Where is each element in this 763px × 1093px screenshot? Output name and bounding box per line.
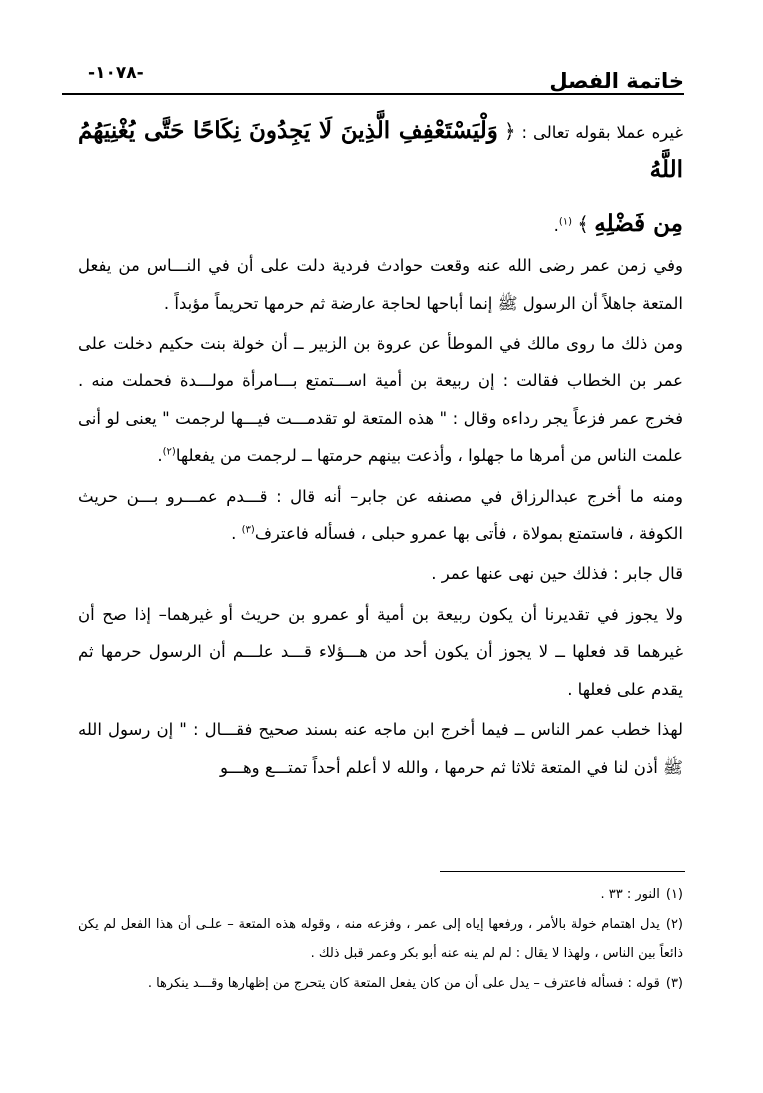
footnote-ref-3: (٣) <box>241 524 255 536</box>
verse-open-bracket: ﴿ <box>503 119 516 143</box>
paragraph <box>78 711 683 786</box>
footnote <box>78 969 683 999</box>
paragraph-text: ولا يجوز في تقديرنا أن يكون ربيعة بن أمية أو عمرو بن حريث أو غيرهما– إذا صح أن غيرهما قد فعلها ــ لا يجوز أن يكون أحد من هـــؤلاء قـــد علـــم أن الرسول حرمها ثم يقدم على فعلها . <box>78 604 683 699</box>
verse-intro: غيره عملا بقوله تعالى : <box>521 123 683 142</box>
paragraph <box>78 325 683 475</box>
footnote <box>78 880 683 910</box>
footnote-number: (١) <box>665 887 683 902</box>
verse-line-2-wrap <box>78 191 683 244</box>
paragraph-text: قال جابر : فذلك حين نهى عنها عمر . <box>431 564 683 584</box>
footnote <box>78 910 683 969</box>
footnote-text: النور : ٣٣ . <box>600 887 660 902</box>
chapter-title: خاتمة الفصل <box>549 69 684 93</box>
paragraph <box>78 596 683 708</box>
footnote-number: (٢) <box>665 916 683 932</box>
footnote-divider <box>440 871 685 872</box>
footnote-text: يدل اهتمام خولة بالأمر ، ورفعها إياه إلى عمر ، وفزعه منه ، وقوله هذه المتعة – علـى أن هذا الفعل لم يكن ذائعاً بين الناس ، ولهذا لا يقال : لم لم ينه عنه أبو بكر وعمر قبل ذلك . <box>78 916 683 961</box>
paragraph-text: وفي زمن عمر رضى الله عنه وقعت حوادث فردية دلت على أن في النـــاس من يفعل المتعة جاهلاً أن الرسول ﷺ إنما أباحها لحاجة عارضة ثم حرمها تحريماً مؤبداً . <box>78 256 683 313</box>
footnote-number: (٣) <box>665 975 683 991</box>
paragraph-text: لهذا خطب عمر الناس ــ فيما أخرج ابن ماجه عنه بسند صحيح فقـــال : " إن رسول الله ﷺ أذن لنا في المتعة ثلاثا ثم حرمها ، والله لا أعلم أحداً تمتـــع وهـــو <box>78 720 683 777</box>
footnotes <box>78 880 683 998</box>
footnote-text: قوله : فسأله فاعترف – يدل على أن من كان يفعل المتعة كان يتحرج من إظهارها وقـــد ينكرها . <box>147 975 660 991</box>
paragraph-text: ومنه ما أخرج عبدالرزاق في مصنفه عن جابر– أنه قال : قـــدم عمـــرو بـــن حريث الكوفة ، فاستمتع بمولاة ، فأتى بها عمرو حبلى ، فسأله فاعترف <box>78 486 683 544</box>
footnote-ref-2: (٢) <box>162 446 176 458</box>
paragraph <box>78 478 683 553</box>
quran-verse-line-2: مِن فَضْلِهِ <box>594 209 683 237</box>
verse-end: . <box>553 215 559 235</box>
paragraph <box>78 555 683 592</box>
verse-paragraph <box>78 112 683 244</box>
main-text <box>78 112 683 786</box>
footnote-ref-1: (١) <box>558 216 573 228</box>
paragraph-end: . <box>157 446 163 466</box>
paragraph-end: . <box>231 524 242 544</box>
page-header <box>62 55 684 95</box>
paragraph <box>78 247 683 322</box>
quran-verse-line-1: وَلْيَسْتَعْفِفِ الَّذِينَ لَا يَجِدُونَ نِكَاحًا حَتَّى يُغْنِيَهُمُ اللَّهُ <box>78 117 683 184</box>
page-number: -١٠٧٨- <box>88 63 144 83</box>
verse-close-bracket: ﴾ <box>577 211 590 236</box>
paragraph-text: ومن ذلك ما روى مالك في الموطأ عن عروة بن الزبير ــ أن خولة بنت حكيم دخلت على عمر بن الخطاب فقالت : إن ربيعة بن أمية اســـتمتع بـــامرأة مولـــدة فحملت منه . فخرج عمر فزعاً يجر رداءه وقال : " هذه المتعة لو تقدمـــت فيـــها لرجمت " يعنى لو أنى علمت الناس من أمرها ما جهلوا ، وأذعت بينهم حرمتها ــ لرجمت من يفعلها <box>78 334 683 466</box>
